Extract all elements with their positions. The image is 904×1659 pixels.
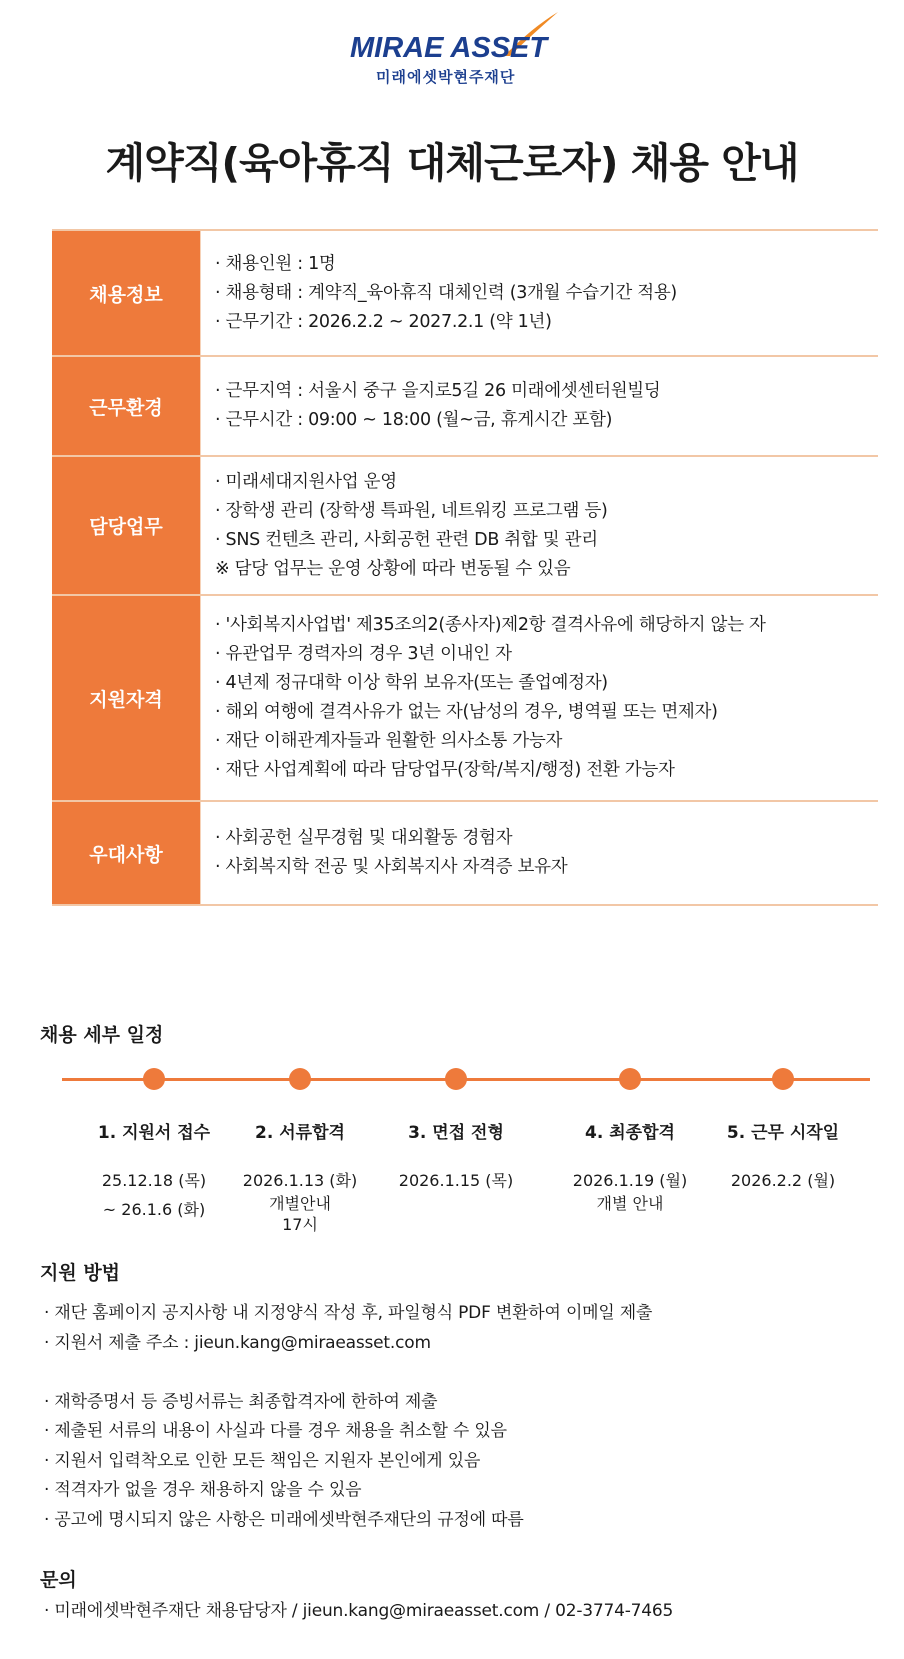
info-line: · 미래세대지원사업 운영 [215,471,397,492]
step-date: 2026.2.2 (월) [730,1171,836,1190]
apply-line: · 지원서 입력착오로 인한 모든 책임은 지원자 본인에게 있음 [44,1450,481,1471]
info-line: · 근무기간 : 2026.2.2 ~ 2027.2.1 (약 1년) [215,311,552,332]
info-line: · 채용형태 : 계약직_육아휴직 대체인력 (3개월 수습기간 적용) [215,282,677,303]
info-line: · 해외 여행에 결격사유가 없는 자(남성의 경우, 병역필 또는 면제자) [215,702,718,722]
page-title: 계약직(육아휴직 대체근로자) 채용 안내 [105,139,799,187]
info-row-preferences [52,802,878,906]
step-label: 1. 지원서 접수 [97,1123,211,1143]
step-note: 17시 [282,1215,318,1234]
info-row-label: 채용정보 [52,231,201,355]
info-row-label: 담당업무 [52,457,201,594]
apply-line: · 지원서 제출 주소 : jieun.kang@miraeasset.com [44,1332,431,1353]
info-line: · 재단 사업계획에 따라 담당업무(장학/복지/행정) 전환 가능자 [215,760,675,780]
logo-org: 미래에셋박현주재단 [376,68,516,86]
info-row-label: 우대사항 [52,802,201,904]
recruitment-info-table [52,229,878,906]
apply-line: · 재학증명서 등 증빙서류는 최종합격자에 한하여 제출 [44,1391,438,1412]
logo [0,10,904,90]
info-line: · 근무시간 : 09:00 ~ 18:00 (월~금, 휴게시간 포함) [215,410,613,430]
info-line: · 근무지역 : 서울시 중구 을지로5길 26 미래에셋센터원빌딩 [215,381,661,401]
info-row-duties [52,457,878,596]
timeline-dot [445,1068,467,1090]
step-label: 3. 면접 전형 [408,1123,504,1143]
schedule-timeline [0,1060,904,1240]
timeline-dot [619,1068,641,1090]
timeline-step [366,1060,546,1193]
step-date: 2026.1.13 (화) [242,1171,358,1190]
step-label: 4. 최종합격 [585,1123,675,1143]
step-date: 25.12.18 (목) [101,1171,207,1190]
info-row-body [201,457,878,594]
timeline-dot [772,1068,794,1090]
timeline-dot [289,1068,311,1090]
apply-heading: 지원 방법 [40,1262,121,1284]
apply-line: · 재단 홈페이지 공지사항 내 지정양식 작성 후, 파일형식 PDF 변환하여 이메일 제출 [44,1303,653,1323]
info-line: · 유관업무 경력자의 경우 3년 이내인 자 [215,644,512,664]
info-row-environment [52,357,878,457]
step-label: 5. 근무 시작일 [726,1123,840,1143]
apply-line: · 제출된 서류의 내용이 사실과 다를 경우 채용을 취소할 수 있음 [44,1421,507,1441]
info-row-recruitment [52,231,878,357]
apply-line: · 공고에 명시되지 않은 사항은 미래에셋박현주재단의 규정에 따름 [44,1509,524,1530]
info-line: · '사회복지사업법' 제35조의2(종사자)제2항 결격사유에 해당하지 않는 자 [215,615,766,635]
info-row-body [201,802,878,904]
apply-line: · 적격자가 없을 경우 채용하지 않을 수 있음 [44,1480,362,1500]
step-note: 개별안내 [269,1194,331,1213]
info-line: · 재단 이해관계자들과 원활한 의사소통 가능자 [215,731,563,751]
info-row-body [201,231,878,355]
info-line: · 채용인원 : 1명 [215,253,336,274]
info-line: · SNS 컨텐츠 관리, 사회공헌 관련 DB 취합 및 관리 [215,529,598,550]
info-line: · 사회복지학 전공 및 사회복지사 자격증 보유자 [215,857,568,877]
timeline-step [210,1060,390,1235]
step-date: 2026.1.15 (목) [398,1171,514,1190]
info-row-label: 근무환경 [52,357,201,455]
info-row-qualifications [52,596,878,802]
contact-list [44,1597,673,1627]
info-line: · 4년제 정규대학 이상 학위 보유자(또는 졸업예정자) [215,673,608,693]
step-note: 개별 안내 [596,1194,664,1213]
info-row-body [201,357,878,455]
schedule-heading: 채용 세부 일정 [40,1024,164,1046]
contact-heading: 문의 [40,1569,77,1591]
contact-line: · 미래에셋박현주재단 채용담당자 / jieun.kang@miraeasset.com / 02-3774-7465 [44,1601,674,1621]
info-row-body [201,596,878,800]
info-line: · 장학생 관리 (장학생 특파원, 네트워킹 프로그램 등) [215,500,608,521]
info-line: · 사회공헌 실무경험 및 대외활동 경험자 [215,828,513,848]
timeline-step [693,1060,873,1193]
step-note: ~ 26.1.6 (화) [102,1200,206,1219]
apply-list [44,1299,652,1535]
timeline-dot [143,1068,165,1090]
apply-spacer [44,1358,652,1388]
info-line: ※ 담당 업무는 운영 상황에 따라 변동될 수 있음 [215,558,571,579]
step-date: 2026.1.19 (월) [572,1171,688,1190]
info-row-label: 지원자격 [52,596,201,800]
logo-brand: MIRAE ASSET [350,32,548,64]
step-label: 2. 서류합격 [255,1123,345,1143]
